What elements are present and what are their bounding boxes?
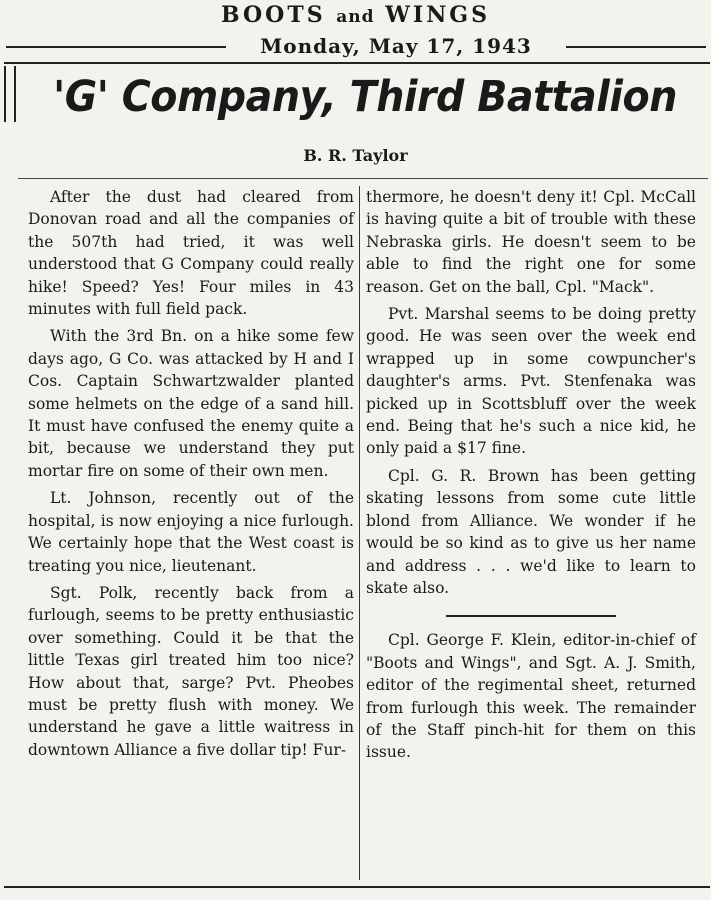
dateline-rule-right xyxy=(566,46,706,48)
paragraph: thermore, he doesn't deny it! Cpl. McCall is having quite a bit of trouble with these Nebraska girls. He doesn't seem to be able to find the right one for some reason. Get on the ball, Cpl. "Mack". xyxy=(366,188,696,296)
masthead-word-wings: WINGS xyxy=(385,2,490,28)
paragraph: Pvt. Marshal seems to be doing pretty good. He was seen over the week end wrapped up in some cowpuncher's daughter's arms. Pvt. Stenfenaka was picked up in Scottsbluff over the week end. Being that he's such a nice kid, he only paid a $17 fine. xyxy=(366,305,696,458)
paragraph: With the 3rd Bn. on a hike some few days ago, G Co. was attacked by H and I Cos. Captain Schwartzwalder planted some helmets on the edge of a sand hill. It must have confused the enemy quite a bit, because we understand they put mortar fire on some of their own men. xyxy=(28,327,354,480)
column-top-rule xyxy=(18,178,708,179)
article-headline: 'G' Company, Third Battalion xyxy=(53,72,677,122)
dateline xyxy=(0,34,711,60)
paragraph: Cpl. G. R. Brown has been getting skating lessons from some cute little blond from Alliance. We wonder if he would be so kind as to give us her name and address . . . we'd like to learn to skate also. xyxy=(366,466,696,597)
masthead-title xyxy=(0,2,711,28)
note-separator-rule xyxy=(446,615,616,617)
paragraph: Sgt. Polk, recently back from a furlough, seems to be pretty enthusiastic over something. Could it be that the little Texas girl treated him too nice? How about that, sarge? Pvt. Pheobes must be pretty flush with money. We understand he gave a little waitress in downtown Alliance a five dollar tip! Fur- xyxy=(28,583,354,759)
page-bottom-rule xyxy=(4,886,710,888)
masthead-word-boots: BOOTS xyxy=(221,2,326,28)
headline-side-rule-inner xyxy=(14,66,16,122)
article-byline: B. R. Taylor xyxy=(303,146,408,165)
issue-date: Monday, May 17, 1943 xyxy=(260,34,532,58)
column-divider xyxy=(359,186,360,880)
right-column xyxy=(366,186,696,769)
editor-note: Cpl. George F. Klein, editor-in-chief of "Boots and Wings", and Sgt. A. J. Smith, editor of the regimental sheet, returned from furlough this week. The remainder of the Staff pinch-hit for them on this issue. xyxy=(366,631,696,762)
paragraph: After the dust had cleared from Donovan road and all the companies of the 507th had tried, it was well understood that G Company could really hike! Speed? Yes! Four miles in 43 minutes with full field pack. xyxy=(28,188,354,319)
dateline-rule-left xyxy=(6,46,226,48)
left-column xyxy=(28,186,354,766)
masthead-word-and: and xyxy=(336,7,375,27)
headline-side-rule-outer xyxy=(4,66,6,122)
paragraph: Lt. Johnson, recently out of the hospital, is now enjoying a nice furlough. We certainly hope that the West coast is treating you nice, lieutenant. xyxy=(28,489,354,575)
